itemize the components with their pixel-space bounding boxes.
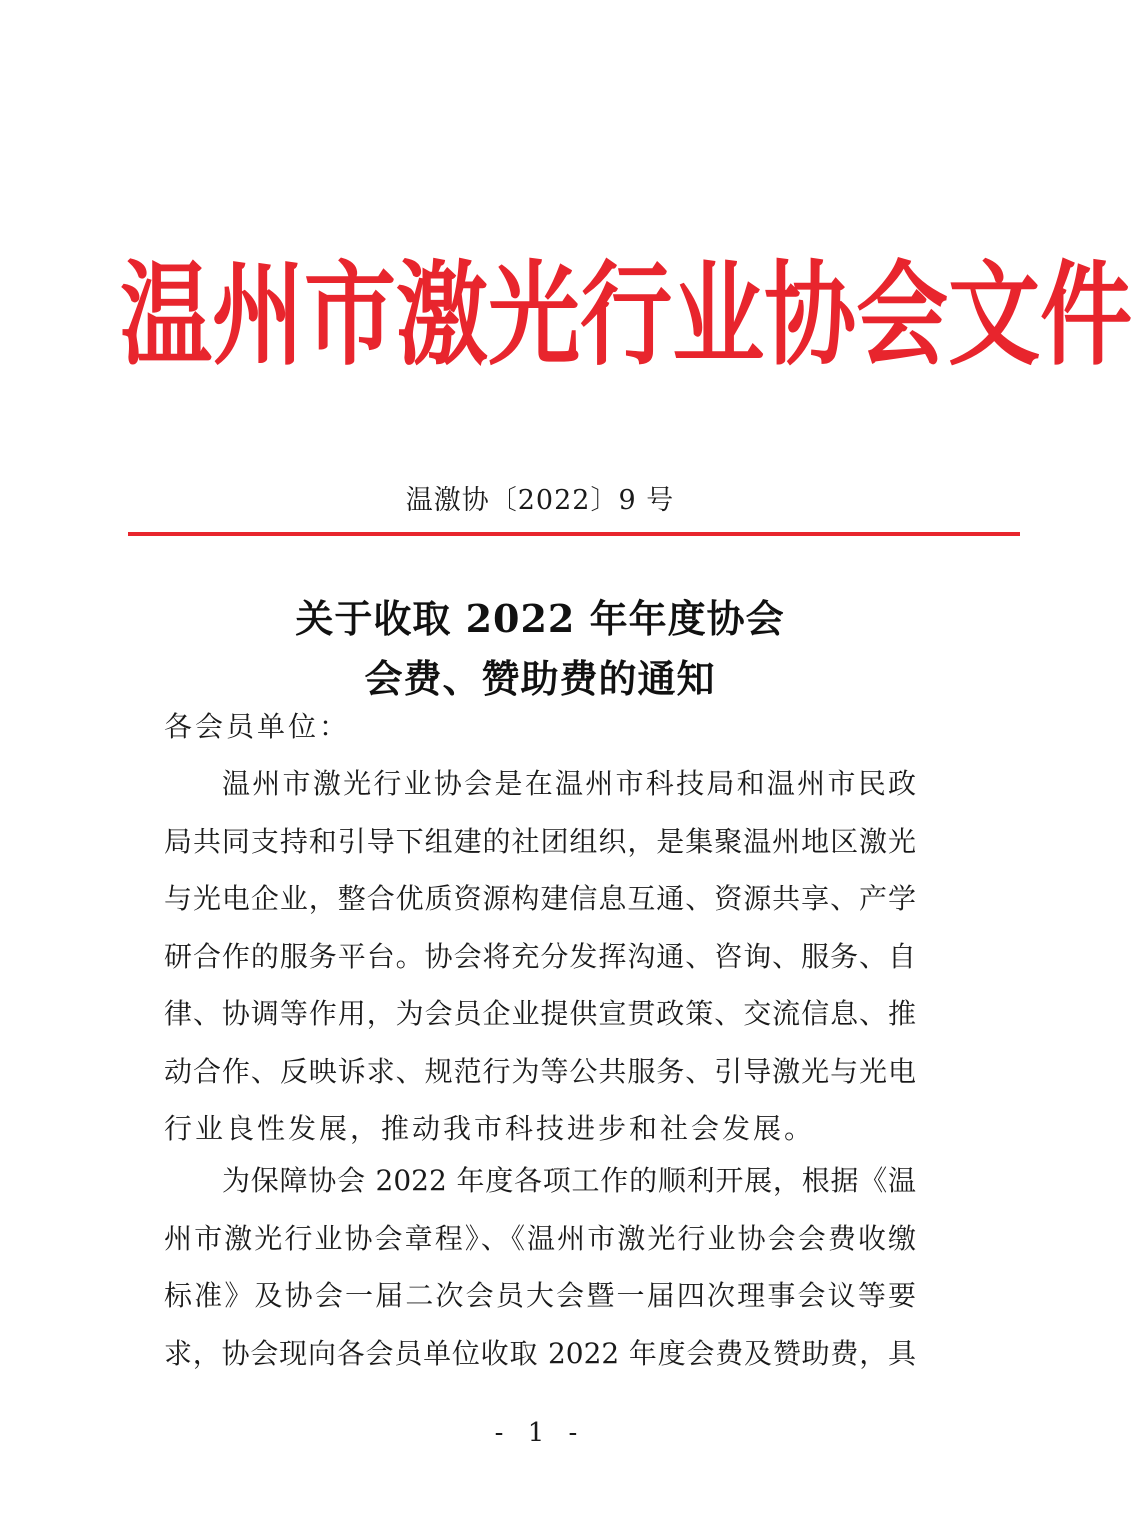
paragraph-line: 行业良性发展，推动我市科技进步和社会发展。 — [164, 1112, 816, 1145]
paragraph-line: 研合作的服务平台。协会将充分发挥沟通、咨询、服务、自 — [164, 939, 916, 973]
salutation: 各会员单位： — [164, 710, 351, 743]
notice-title-line-2: 会费、赞助费的通知 — [364, 656, 716, 701]
paragraph-line: 局共同支持和引导下组建的社团组织，是集聚温州地区激光 — [164, 824, 916, 858]
paragraph-fees — [164, 1152, 916, 1382]
paragraph-line: 温州市激光行业协会是在温州市科技局和温州市民政 — [222, 767, 916, 800]
letterhead-char: 州 — [212, 249, 305, 381]
red-divider — [128, 532, 1020, 536]
document-number: 温激协〔2022〕9 号 — [405, 485, 675, 516]
letterhead-char: 文 — [948, 249, 1041, 381]
paragraph-line: 为保障协会 2022 年度各项工作的顺利开展，根据《温 — [222, 1164, 916, 1197]
letterhead-char: 行 — [580, 249, 673, 381]
org-letterhead — [120, 249, 1132, 381]
notice-title-line-1: 关于收取 2022 年年度协会 — [295, 596, 785, 641]
letterhead-char: 市 — [304, 249, 397, 381]
paragraph-line: 求，协会现向各会员单位收取 2022 年度会费及赞助费，具 — [164, 1336, 916, 1370]
paragraph-line: 动合作、反映诉求、规范行为等公共服务、引导激光与光电 — [164, 1054, 916, 1088]
letterhead-char: 温 — [120, 249, 213, 381]
paragraph-line: 律、协调等作用，为会员企业提供宣贯政策、交流信息、推 — [164, 997, 916, 1030]
paragraph-intro — [164, 755, 916, 1158]
letterhead-char: 激 — [396, 249, 489, 381]
letterhead-char: 会 — [856, 249, 949, 381]
page-number: - 1 - — [494, 1418, 586, 1448]
letterhead-char: 光 — [488, 249, 581, 381]
letterhead-char: 协 — [764, 249, 857, 381]
paragraph-line: 与光电企业，整合优质资源构建信息互通、资源共享、产学 — [164, 882, 916, 915]
paragraph-line: 州市激光行业协会章程》、《温州市激光行业协会会费收缴 — [164, 1221, 916, 1255]
paragraph-line: 标准》及协会一届二次会员大会暨一届四次理事会议等要 — [164, 1279, 916, 1312]
letterhead-char: 业 — [672, 249, 765, 381]
letterhead-char: 件 — [1040, 249, 1132, 381]
